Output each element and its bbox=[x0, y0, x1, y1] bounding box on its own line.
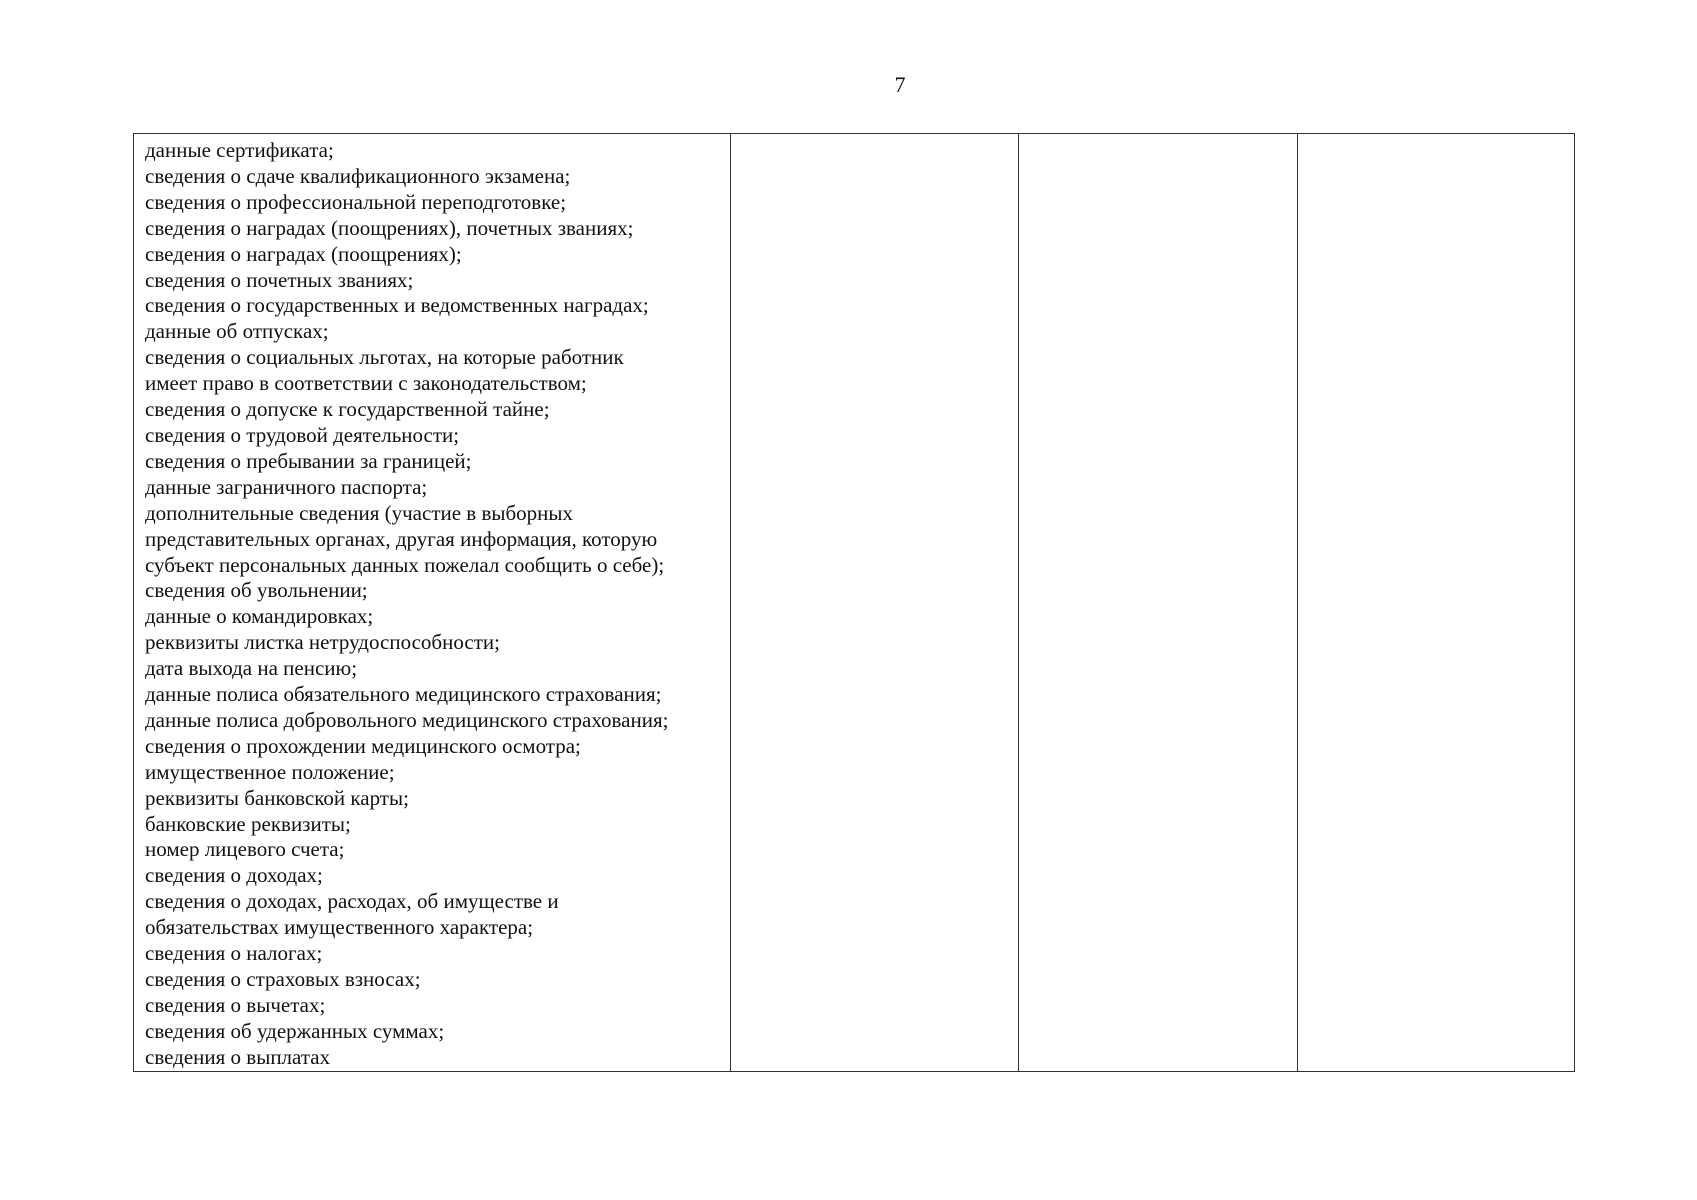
list-item: дополнительные сведения (участие в выборных bbox=[145, 500, 574, 525]
list-item: данные полиса обязательного медицинского страхования; bbox=[145, 682, 662, 707]
list-item: имеет право в соответствии с законодательством; bbox=[145, 371, 587, 396]
list-item: обязательствах имущественного характера; bbox=[145, 915, 534, 940]
list-item: имущественное положение; bbox=[145, 759, 395, 784]
list-item: сведения о доходах, расходах, об имуществе и bbox=[145, 889, 559, 914]
list-item: дата выхода на пенсию; bbox=[145, 656, 358, 681]
list-item: сведения о пребывании за границей; bbox=[145, 448, 472, 473]
list-item: номер лицевого счета; bbox=[145, 837, 345, 862]
list-item: сведения о наградах (поощрениях), почетных званиях; bbox=[145, 215, 634, 240]
list-item: данные заграничного паспорта; bbox=[145, 474, 428, 499]
table-cell-empty-3 bbox=[1019, 134, 1298, 1072]
table-row bbox=[134, 134, 1575, 1072]
table-cell-empty-4 bbox=[1298, 134, 1575, 1072]
list-item: банковские реквизиты; bbox=[145, 811, 351, 836]
list-item: реквизиты листка нетрудоспособности; bbox=[145, 630, 500, 655]
list-item: сведения об удержанных суммах; bbox=[145, 1018, 445, 1043]
list-item: представительных органах, другая информация, которую bbox=[145, 526, 658, 551]
personal-data-table bbox=[133, 133, 1575, 1072]
list-item: сведения об увольнении; bbox=[145, 578, 368, 603]
list-item: сведения о налогах; bbox=[145, 941, 323, 966]
list-item: субъект персональных данных пожелал сообщить о себе); bbox=[145, 552, 665, 577]
list-item: данные полиса добровольного медицинского страхования; bbox=[145, 707, 669, 732]
list-item: сведения о выплатах bbox=[145, 1044, 331, 1069]
list-item: данные сертификата; bbox=[145, 138, 334, 162]
list-item: сведения о трудовой деятельности; bbox=[145, 422, 460, 447]
list-item: сведения о доходах; bbox=[145, 863, 323, 888]
list-item: сведения о допуске к государственной тайне; bbox=[145, 397, 550, 422]
list-item: данные о командировках; bbox=[145, 604, 374, 629]
list-item: сведения о вычетах; bbox=[145, 992, 326, 1017]
list-item: данные об отпусках; bbox=[145, 319, 329, 344]
list-item: сведения о наградах (поощрениях); bbox=[145, 241, 462, 266]
data-categories-list bbox=[134, 134, 730, 1071]
list-item: сведения о профессиональной переподготовке; bbox=[145, 189, 567, 214]
list-item: сведения о сдаче квалификационного экзамена; bbox=[145, 163, 571, 188]
table-cell-data-categories bbox=[134, 134, 731, 1072]
page-number: 7 bbox=[894, 72, 906, 97]
list-item: сведения о государственных и ведомственных наградах; bbox=[145, 293, 649, 318]
list-item: сведения о почетных званиях; bbox=[145, 267, 414, 292]
list-item: сведения о страховых взносах; bbox=[145, 967, 421, 991]
table-cell-empty-2 bbox=[731, 134, 1019, 1072]
list-item: реквизиты банковской карты; bbox=[145, 785, 409, 810]
list-item: сведения о прохождении медицинского осмотра; bbox=[145, 733, 581, 758]
list-item: сведения о социальных льготах, на которые работник bbox=[145, 345, 624, 370]
